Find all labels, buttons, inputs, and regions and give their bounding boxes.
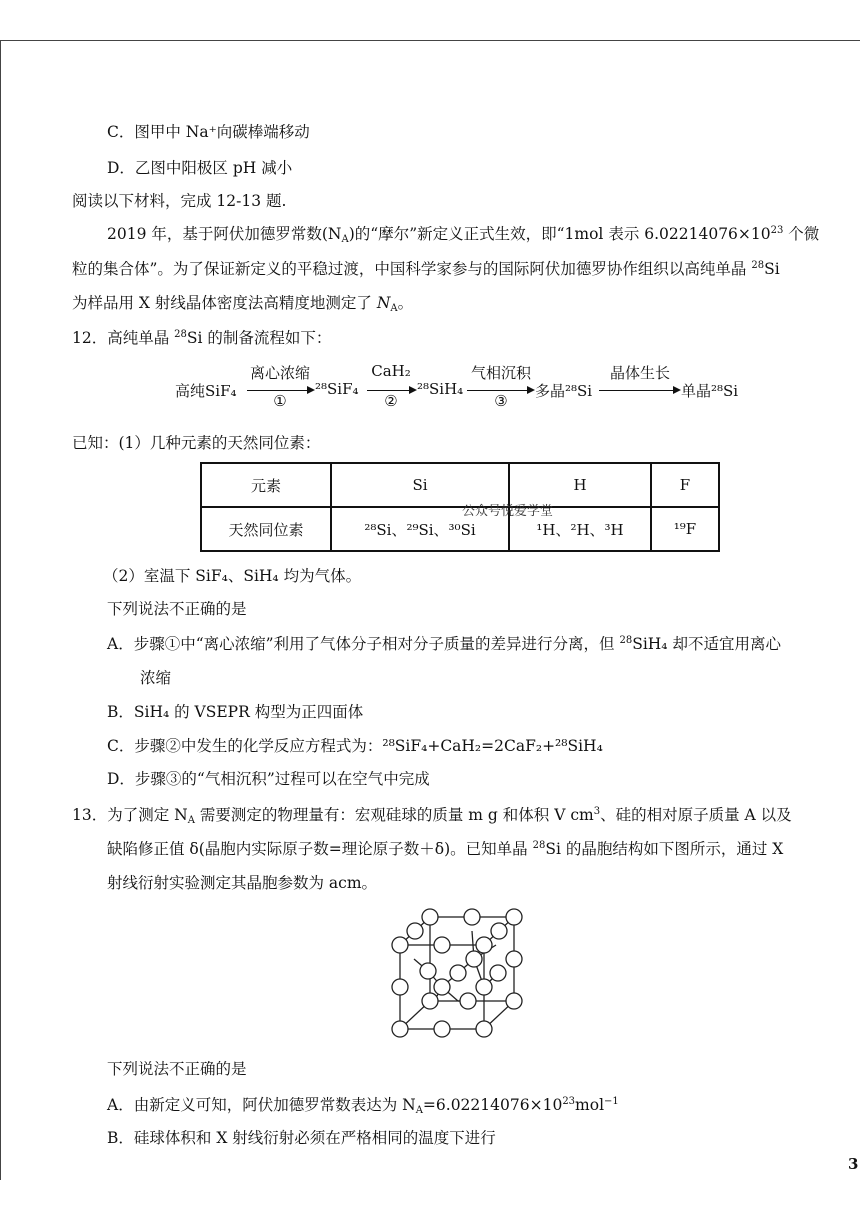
page-number: 3 [848, 1155, 859, 1173]
flow-step1-num: ① [273, 392, 287, 410]
intro-line-2: 粒的集合体”。为了保证新定义的平稳过渡，中国科学家参与的国际阿伏加德罗协作组织以高纯单晶 $^{28}$Si [72, 260, 780, 278]
option-13-a: A．由新定义可知，阿伏加德罗常数表达为 $N_A=6.02214076\times 10^{23}mol^{-1}$ [107, 1096, 619, 1116]
isotope-table [200, 462, 720, 552]
question-13-line-1: 13．为了测定 $N_A$ 需要测定的物理量有：宏观硅球的质量 m g 和体积 V $cm^3$、硅的相对原子质量 A 以及 [72, 806, 792, 826]
table-header-element: 元素 [201, 463, 331, 507]
flow-start: 高纯SiF₄ [175, 382, 237, 400]
option-12-b: B．SiH₄ 的 VSEPR 构型为正四面体 [107, 703, 364, 721]
question-12-title: 12．高纯单晶 $^{28}$Si 的制备流程如下： [72, 329, 332, 347]
flow-arrow-3 [467, 390, 533, 391]
question-13-ask: 下列说法不正确的是 [107, 1060, 247, 1078]
intro-line-3: 为样品用 X 射线晶体密度法高精度地测定了 $N_A$。 [72, 294, 414, 314]
flow-mid2: ²⁸SiH₄ [417, 380, 464, 398]
flow-step3-label: 气相沉积 [470, 364, 531, 382]
table-header-si: Si [331, 463, 509, 507]
flow-mid1: ²⁸SiF₄ [315, 380, 359, 398]
flow-arrow-2 [367, 390, 415, 391]
option-d-prev: D．乙图中阳极区 pH 减小 [107, 159, 293, 177]
flow-mid3: 多晶²⁸Si [535, 382, 593, 400]
option-12-d: D．步骤③的“气相沉积”过程可以在空气中完成 [107, 770, 430, 788]
known-heading: 已知：(1）几种元素的天然同位素： [72, 434, 321, 452]
reading-instruction: 阅读以下材料，完成 12-13 题. [72, 192, 287, 210]
option-12-a-line-2: 浓缩 [140, 669, 172, 687]
flow-step2-num: ② [384, 392, 398, 410]
table-cell-f: ¹⁹F [651, 507, 719, 551]
option-12-c: C．步骤②中发生的化学反应方程式为：²⁸SiF₄+CaH₂=2CaF₂+²⁸SiH₄ [107, 737, 603, 755]
table-header-h: H [509, 463, 651, 507]
flow-step3-num: ③ [494, 392, 508, 410]
flow-arrow-4 [599, 390, 679, 391]
intro-line-1: 2019 年，基于阿伏加德罗常数$(N_A)$的“摩尔”新定义正式生效，即“1mol 表示 $6.02214076\times 10^{23}$ 个微 [107, 225, 820, 245]
flow-step2-label: CaH₂ [371, 362, 411, 380]
option-13-b: B．硅球体积和 X 射线衍射必须在严格相同的温度下进行 [107, 1129, 496, 1147]
known-2: （2）室温下 SiF₄、SiH₄ 均为气体。 [103, 567, 362, 585]
watermark: 公众号悦爱学堂 [462, 504, 554, 519]
silicon-unit-cell-diagram [388, 905, 524, 1041]
flow-end: 单晶²⁸Si [681, 382, 739, 400]
question-12-ask: 下列说法不正确的是 [107, 600, 247, 618]
preparation-flow [175, 362, 755, 414]
table-row-label: 天然同位素 [201, 507, 331, 551]
page-frame-left [0, 40, 1, 1180]
table-cell-h: ¹H、²H、³H [509, 507, 651, 551]
question-13-line-3: 射线衍射实验测定其晶胞参数为 acm。 [107, 874, 378, 892]
page-frame-top [0, 40, 860, 41]
flow-step1-label: 离心浓缩 [249, 364, 310, 382]
question-13-line-2: 缺陷修正值 δ(晶胞内实际原子数=理论原子数＋δ)。已知单晶 $^{28}$Si 的晶胞结构如下图所示，通过 X [107, 840, 784, 858]
flow-step4-label: 晶体生长 [609, 364, 670, 382]
table-cell-si: ²⁸Si、²⁹Si、³⁰Si [331, 507, 509, 551]
option-12-a-line-1: A．步骤①中“离心浓缩”利用了气体分子相对分子质量的差异进行分离，但 $^{28}$SiH₄ 却不适宜用离心 [107, 635, 781, 653]
flow-arrow-1 [247, 390, 313, 391]
table-header-f: F [651, 463, 719, 507]
option-c-prev: C．图甲中 Na⁺向碳棒端移动 [107, 123, 310, 141]
